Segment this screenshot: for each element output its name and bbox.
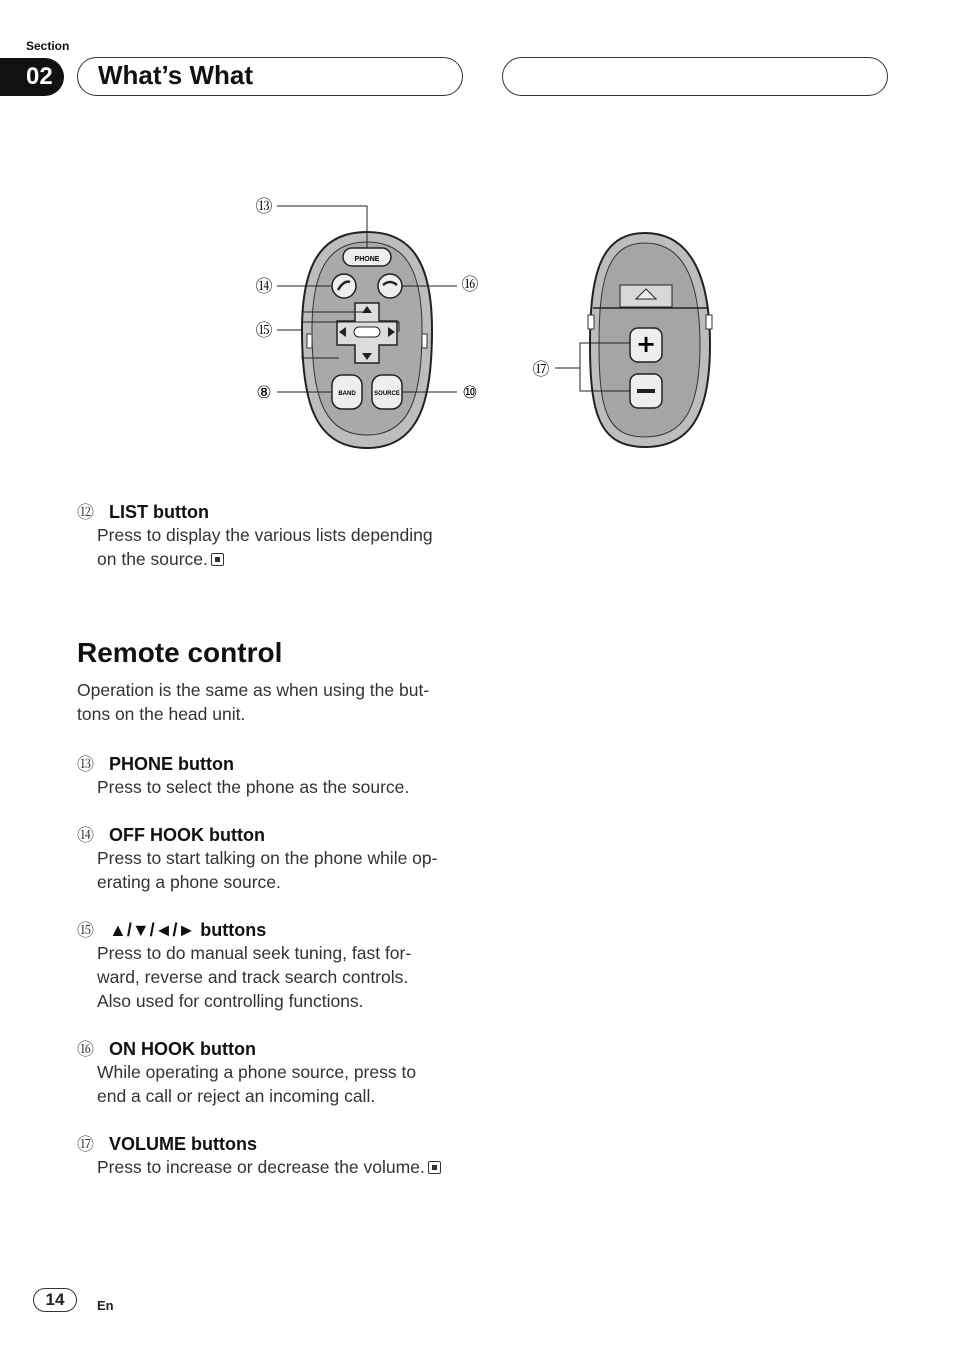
language-label: En [97,1298,114,1313]
item-title: LIST button [109,502,209,522]
volume-buttons-item [77,1130,477,1179]
item-title: PHONE button [109,754,234,774]
item-number: ⑭ [77,826,94,845]
callout-17: ⑰ [532,360,550,380]
callout-8: ⑧ [256,383,272,403]
item-text-line: end a call or reject an incoming call. [97,1086,376,1106]
item-number: ⑮ [77,921,94,940]
minus-icon [637,389,655,393]
item-number: ⑰ [77,1135,94,1154]
callout-10: ⑩ [462,383,478,403]
off-hook-button-shape [332,274,356,298]
intro-paragraph [77,678,477,726]
on-hook-button-shape [378,274,402,298]
item-text-line: Press to display the various lists depending [97,525,433,545]
item-number: ⑫ [77,503,94,522]
empty-title-frame [502,57,888,96]
item-number: ⑬ [77,755,94,774]
item-title: VOLUME buttons [109,1134,257,1154]
section-number-badge: 02 [0,58,64,96]
on-hook-button-item [77,1035,477,1108]
item-text-line: ward, reverse and track search controls. [97,967,409,987]
section-label: Section [26,39,70,53]
item-text-line: Press to select the phone as the source. [97,777,410,797]
item-text-line: erating a phone source. [97,872,281,892]
arrow-buttons-item [77,916,477,1013]
item-text-line: on the source. [97,549,208,569]
callout-14: ⑭ [255,277,273,297]
item-text-line: Press to start talking on the phone while op- [97,848,438,868]
source-button-label: SOURCE [374,391,400,397]
item-title: ON HOOK button [109,1039,256,1059]
remote-front-illustration [240,190,500,460]
item-text-line: Press to increase or decrease the volume. [97,1157,425,1177]
item-number: ⑯ [77,1040,94,1059]
intro-line: tons on the head unit. [77,704,246,724]
section-heading: Remote control [77,637,283,668]
item-title: ▲/▼/◄/► buttons [109,920,267,940]
band-button-label: BAND [338,391,356,397]
end-mark-icon [428,1161,441,1174]
plus-icon: + [635,330,657,358]
phone-button-item [77,750,477,799]
item-title: OFF HOOK button [109,825,265,845]
page-title: What’s What [98,60,254,90]
phone-button-label: PHONE [354,256,380,263]
list-button-item [77,498,477,571]
item-text-line: Also used for controlling functions. [97,991,364,1011]
callout-16: ⑯ [461,275,479,295]
end-mark-icon [211,553,224,566]
off-hook-button-item [77,821,477,894]
remote-side-illustration [525,225,725,455]
callout-15: ⑮ [255,321,273,341]
intro-line: Operation is the same as when using the but- [77,680,430,700]
item-text-line: Press to do manual seek tuning, fast for- [97,943,412,963]
page-number: 14 [33,1288,77,1312]
callout-13: ⑬ [255,197,273,217]
item-text-line: While operating a phone source, press to [97,1062,417,1082]
